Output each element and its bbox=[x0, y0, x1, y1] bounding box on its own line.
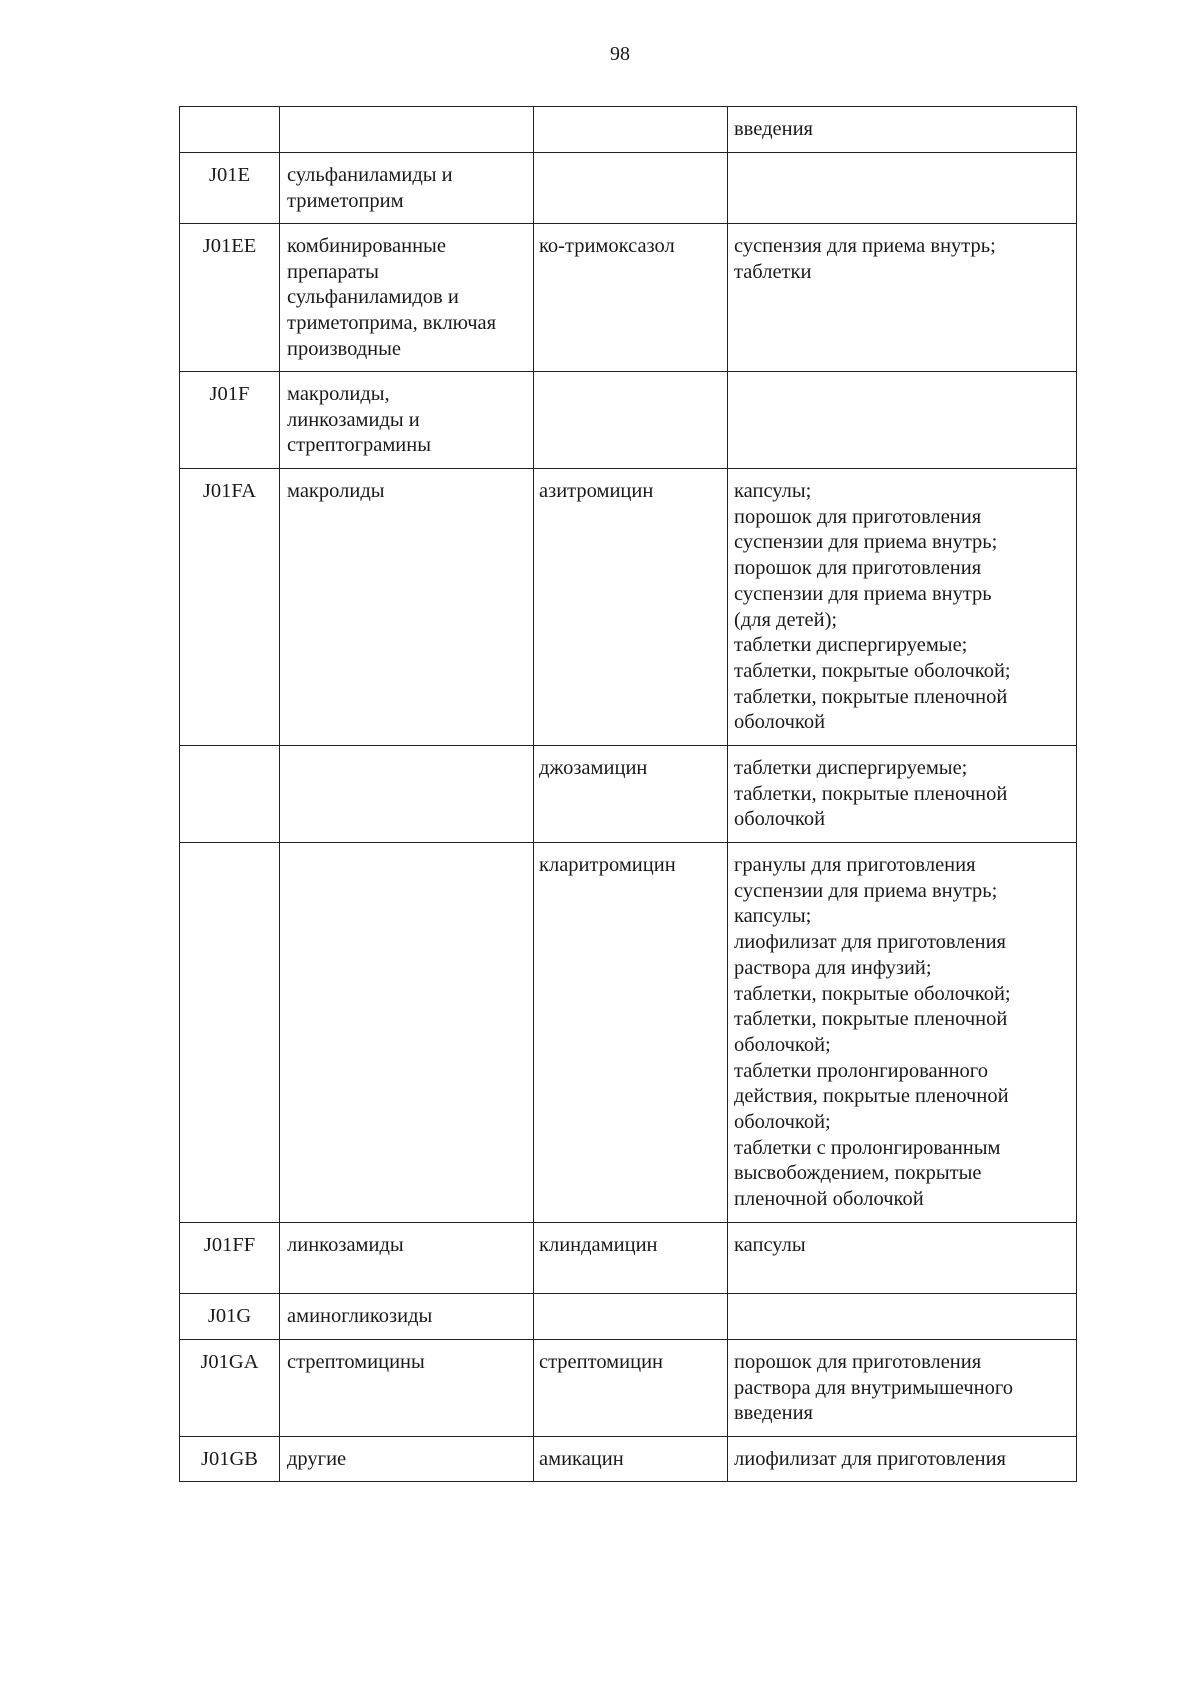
dosage-form-line: пленочной оболочкой bbox=[734, 1188, 924, 1211]
group-text-line: аминогликозиды bbox=[287, 1305, 433, 1327]
group-text-line: стрептограмины bbox=[287, 434, 432, 457]
drug-name-cell bbox=[534, 1294, 728, 1340]
drug-name: ко-тримоксазол bbox=[539, 235, 675, 257]
dosage-form-line: порошок для приготовления bbox=[734, 557, 982, 580]
drug-name-cell bbox=[534, 1340, 728, 1437]
atc-code-cell bbox=[180, 1437, 280, 1482]
dosage-form-line: таблетки bbox=[734, 260, 812, 283]
dosage-forms-cell bbox=[728, 372, 1077, 469]
drug-name-cell bbox=[534, 746, 728, 843]
atc-code-cell bbox=[180, 372, 280, 469]
drug-name: джозамицин bbox=[539, 757, 648, 779]
dosage-form-line: (для детей); bbox=[734, 608, 838, 631]
atc-code: J01G bbox=[207, 1305, 252, 1327]
table-row bbox=[180, 843, 1077, 1223]
drug-name: азитромицин bbox=[539, 480, 654, 502]
group-text-line: другие bbox=[287, 1448, 347, 1470]
dosage-form-line: таблетки с пролонгированным bbox=[734, 1136, 1001, 1159]
atc-code: J01E bbox=[209, 164, 250, 186]
table-row bbox=[180, 1437, 1077, 1482]
dosage-form-line: порошок для приготовления bbox=[734, 1351, 982, 1373]
page-number: 98 bbox=[610, 43, 630, 65]
atc-code: J01GB bbox=[201, 1448, 258, 1470]
atc-code-cell bbox=[180, 1340, 280, 1437]
dosage-forms-cell bbox=[728, 1294, 1077, 1340]
dosage-form-line: суспензия для приема внутрь; bbox=[734, 235, 996, 257]
drug-name-cell bbox=[534, 107, 728, 153]
dosage-form-line: лиофилизат для приготовления bbox=[734, 931, 1006, 954]
atc-code-cell bbox=[180, 843, 280, 1223]
atc-code-cell bbox=[180, 153, 280, 224]
pharmacological-group-cell bbox=[280, 746, 534, 843]
drug-table bbox=[179, 106, 1077, 1482]
dosage-form-line: таблетки пролонгированного bbox=[734, 1059, 988, 1082]
dosage-form-line: таблетки, покрытые пленочной bbox=[734, 782, 1008, 805]
dosage-form-line: суспензии для приема внутрь bbox=[734, 582, 992, 605]
dosage-form-line: таблетки диспергируемые; bbox=[734, 634, 968, 657]
dosage-form-line: суспензии для приема внутрь; bbox=[734, 531, 998, 554]
drug-name-cell bbox=[534, 469, 728, 746]
dosage-form-line: раствора для внутримышечного bbox=[734, 1376, 1014, 1399]
dosage-form-line: суспензии для приема внутрь; bbox=[734, 879, 998, 902]
group-text-line: стрептомицины bbox=[287, 1351, 425, 1373]
group-text-line: триметоприм bbox=[287, 189, 404, 212]
pharmacological-group-cell bbox=[280, 1340, 534, 1437]
dosage-form-line: капсулы; bbox=[734, 480, 812, 502]
pharmacological-group-cell bbox=[280, 372, 534, 469]
dosage-form-line: введения bbox=[734, 1402, 813, 1425]
dosage-forms-cell bbox=[728, 1437, 1077, 1482]
pharmacological-group-cell bbox=[280, 1294, 534, 1340]
group-text-line: сульфаниламидов и bbox=[287, 286, 459, 309]
atc-code-cell bbox=[180, 1223, 280, 1294]
drug-name-cell bbox=[534, 1437, 728, 1482]
pharmacological-group-cell bbox=[280, 1223, 534, 1294]
table-row bbox=[180, 469, 1077, 746]
pharmacological-group-cell bbox=[280, 469, 534, 746]
table-row bbox=[180, 372, 1077, 469]
dosage-form-line: капсулы; bbox=[734, 905, 812, 928]
pharmacological-group-cell bbox=[280, 1437, 534, 1482]
table-row bbox=[180, 107, 1077, 153]
dosage-forms-cell bbox=[728, 469, 1077, 746]
table-row bbox=[180, 1340, 1077, 1437]
atc-code: J01F bbox=[209, 383, 250, 405]
dosage-form-line: таблетки, покрытые оболочкой; bbox=[734, 982, 1011, 1005]
dosage-forms-cell bbox=[728, 746, 1077, 843]
atc-code-cell bbox=[180, 1294, 280, 1340]
group-text-line: макролиды, bbox=[287, 383, 390, 405]
dosage-forms-cell bbox=[728, 1340, 1077, 1437]
dosage-form-line: оболочкой; bbox=[734, 1033, 831, 1056]
atc-code: J01GA bbox=[200, 1351, 259, 1373]
group-text-line: производные bbox=[287, 337, 402, 360]
dosage-form-line: таблетки, покрытые пленочной bbox=[734, 1008, 1008, 1031]
group-text-line: сульфаниламиды и bbox=[287, 164, 453, 186]
dosage-form-line: таблетки диспергируемые; bbox=[734, 757, 968, 779]
table-row bbox=[180, 224, 1077, 372]
dosage-form-line: капсулы bbox=[734, 1234, 806, 1256]
drug-name-cell bbox=[534, 1223, 728, 1294]
drug-name: клиндамицин bbox=[539, 1234, 658, 1256]
pharmacological-group-cell bbox=[280, 153, 534, 224]
group-text-line: макролиды bbox=[287, 480, 385, 502]
dosage-form-line: порошок для приготовления bbox=[734, 505, 982, 528]
dosage-form-line: действия, покрытые пленочной bbox=[734, 1085, 1009, 1108]
dosage-forms-cell bbox=[728, 107, 1077, 153]
dosage-form-line: введения bbox=[734, 118, 813, 140]
dosage-forms-cell bbox=[728, 224, 1077, 372]
dosage-form-line: таблетки, покрытые оболочкой; bbox=[734, 659, 1011, 682]
atc-code-cell bbox=[180, 469, 280, 746]
group-text-line: комбинированные bbox=[287, 235, 446, 257]
drug-name-cell bbox=[534, 153, 728, 224]
dosage-form-line: высвобождением, покрытые bbox=[734, 1162, 982, 1185]
dosage-form-line: оболочкой bbox=[734, 711, 826, 734]
pharmacological-group-cell bbox=[280, 224, 534, 372]
atc-code-cell bbox=[180, 107, 280, 153]
dosage-form-line: лиофилизат для приготовления bbox=[734, 1448, 1006, 1470]
group-text-line: препараты bbox=[287, 260, 379, 283]
table-row bbox=[180, 746, 1077, 843]
drug-name-cell bbox=[534, 372, 728, 469]
drug-name-cell bbox=[534, 224, 728, 372]
drug-name: амикацин bbox=[539, 1448, 624, 1470]
drug-name: кларитромицин bbox=[539, 854, 676, 876]
atc-code-cell bbox=[180, 746, 280, 843]
dosage-form-line: оболочкой; bbox=[734, 1111, 831, 1134]
table-row bbox=[180, 153, 1077, 224]
dosage-form-line: раствора для инфузий; bbox=[734, 956, 932, 979]
group-text-line: триметоприма, включая bbox=[287, 312, 497, 335]
atc-code: J01FA bbox=[202, 480, 257, 502]
table-row bbox=[180, 1294, 1077, 1340]
group-text-line: линкозамиды и bbox=[287, 408, 420, 431]
atc-code-cell bbox=[180, 224, 280, 372]
dosage-form-line: оболочкой bbox=[734, 808, 826, 831]
dosage-form-line: гранулы для приготовления bbox=[734, 854, 976, 876]
atc-code: J01EE bbox=[202, 235, 257, 257]
pharmacological-group-cell bbox=[280, 843, 534, 1223]
dosage-forms-cell bbox=[728, 1223, 1077, 1294]
table-row bbox=[180, 1223, 1077, 1294]
table-body bbox=[180, 107, 1077, 1482]
pharmacological-group-cell bbox=[280, 107, 534, 153]
drug-name-cell bbox=[534, 843, 728, 1223]
group-text-line: линкозамиды bbox=[287, 1234, 404, 1256]
drug-name: стрептомицин bbox=[539, 1351, 664, 1373]
dosage-forms-cell bbox=[728, 843, 1077, 1223]
atc-code: J01FF bbox=[203, 1234, 256, 1256]
dosage-forms-cell bbox=[728, 153, 1077, 224]
dosage-form-line: таблетки, покрытые пленочной bbox=[734, 685, 1008, 708]
